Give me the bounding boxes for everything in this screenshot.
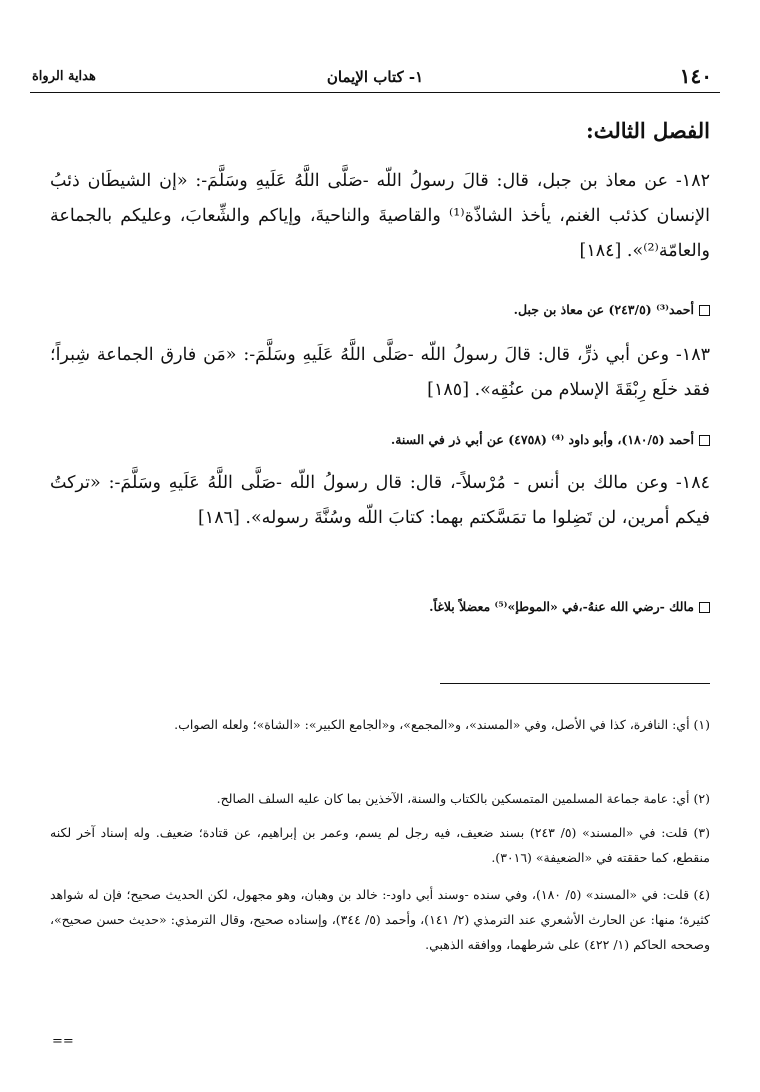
running-header bbox=[30, 62, 720, 93]
footnote-3: (٣) قلت: في «المسند» (٥/ ٢٤٣) بسند ضعيف، فيه رجل لم يسم، وعمر بن إبراهيم، عن قتادة؛ ضعيف. وله إسناد آخر لكنه منقطع، كما حققته في «الضعيفة» (٣٠١٦). bbox=[50, 825, 710, 865]
footnote-divider bbox=[440, 683, 710, 684]
book-title: هداية الرواة bbox=[32, 69, 96, 84]
source-text: مالك -رضي الله عنهُ-،في «الموطإ»⁽⁵⁾ معضلاً بلاغاً. bbox=[429, 599, 694, 614]
hadith-184: ١٨٤- وعن مالك بن أنس - مُرْسلاً-، قال: قال رسولُ اللّه -صَلَّى اللَّهُ عَلَيهِ وسَلَّمَ-: «تركتُ فيكم أمرين، لن تَضِلوا ما تمَسَّكتم بهما: كتابَ اللّه وسُنَّةَ رسوله». [١٨٦] bbox=[50, 473, 710, 528]
footnote-1: (١) أي: النافرة، كذا في الأصل، وفي «المسند»، و«المجمع»، و«الجامع الكبير»: «الشاة»؛ ولعله الصواب. bbox=[174, 717, 710, 732]
hadith-184-source bbox=[60, 597, 710, 617]
checkbox-square-icon bbox=[699, 435, 710, 446]
hadith-183-source bbox=[60, 430, 710, 450]
footnote-2: (٢) أي: عامة جماعة المسلمين المتمسكين بالكتاب والسنة، الآخذين بما كان عليه السلف الصالح. bbox=[216, 791, 710, 806]
section-title: الفصل الثالث: bbox=[585, 118, 710, 143]
continuation-mark: == bbox=[52, 1034, 74, 1049]
source-text: أحمد (١٨٠/٥)، وأبو داود ⁽⁴⁾ (٤٧٥٨) عن أبي ذر في السنة. bbox=[390, 432, 694, 447]
hadith-182-source bbox=[60, 300, 710, 320]
hadith-182: ١٨٢- عن معاذ بن جبل، قال: قالَ رسولُ اللّه -صَلَّى اللَّهُ عَلَيهِ وسَلَّمَ-: «إن الشيطَان ذئبُ الإنسان كذئب الغنم، يأخذ الشاذّة⁽¹⁾ والقاصيةَ والناحيةَ، وإياكم والشِّعابَ، وعليكم بالجماعة والعامّة⁽²⁾». [١٨٤] bbox=[50, 171, 710, 261]
hadith-183: ١٨٣- وعن أبي ذرٍّ، قال: قالَ رسولُ اللّه -صَلَّى اللَّهُ عَلَيهِ وسَلَّمَ-: «مَن فارق الجماعة شِبراً؛ فقد خلَع رِبْقَةَ الإسلام من عنُقِه». [١٨٥] bbox=[50, 345, 710, 400]
checkbox-square-icon bbox=[699, 602, 710, 613]
source-text: أحمد⁽³⁾ (٢٤٣/٥) عن معاذ بن جبل. bbox=[513, 302, 694, 317]
chapter-title: ١- كتاب الإيمان bbox=[326, 68, 424, 86]
footnote-4: (٤) قلت: في «المسند» (٥/ ١٨٠)، وفي سنده -وسند أبي داود-: خالد بن وهبان، وهو مجهول، لكن الحديث صحيح؛ فإن له شواهد كثيرة؛ منها: عن الحارث الأشعري عند الترمذي (٢/ ١٤١)، وأحمد (٥/ ٣٤٤)، وإسناده صحيح، وقال الترمذي: «حديث حسن صحيح»، وصححه الحاكم (١/ ٤٢٢) على شرطهما، ووافقه الذهبي. bbox=[50, 887, 711, 952]
checkbox-square-icon bbox=[699, 305, 710, 316]
page-number: ١٤٠ bbox=[679, 64, 712, 88]
